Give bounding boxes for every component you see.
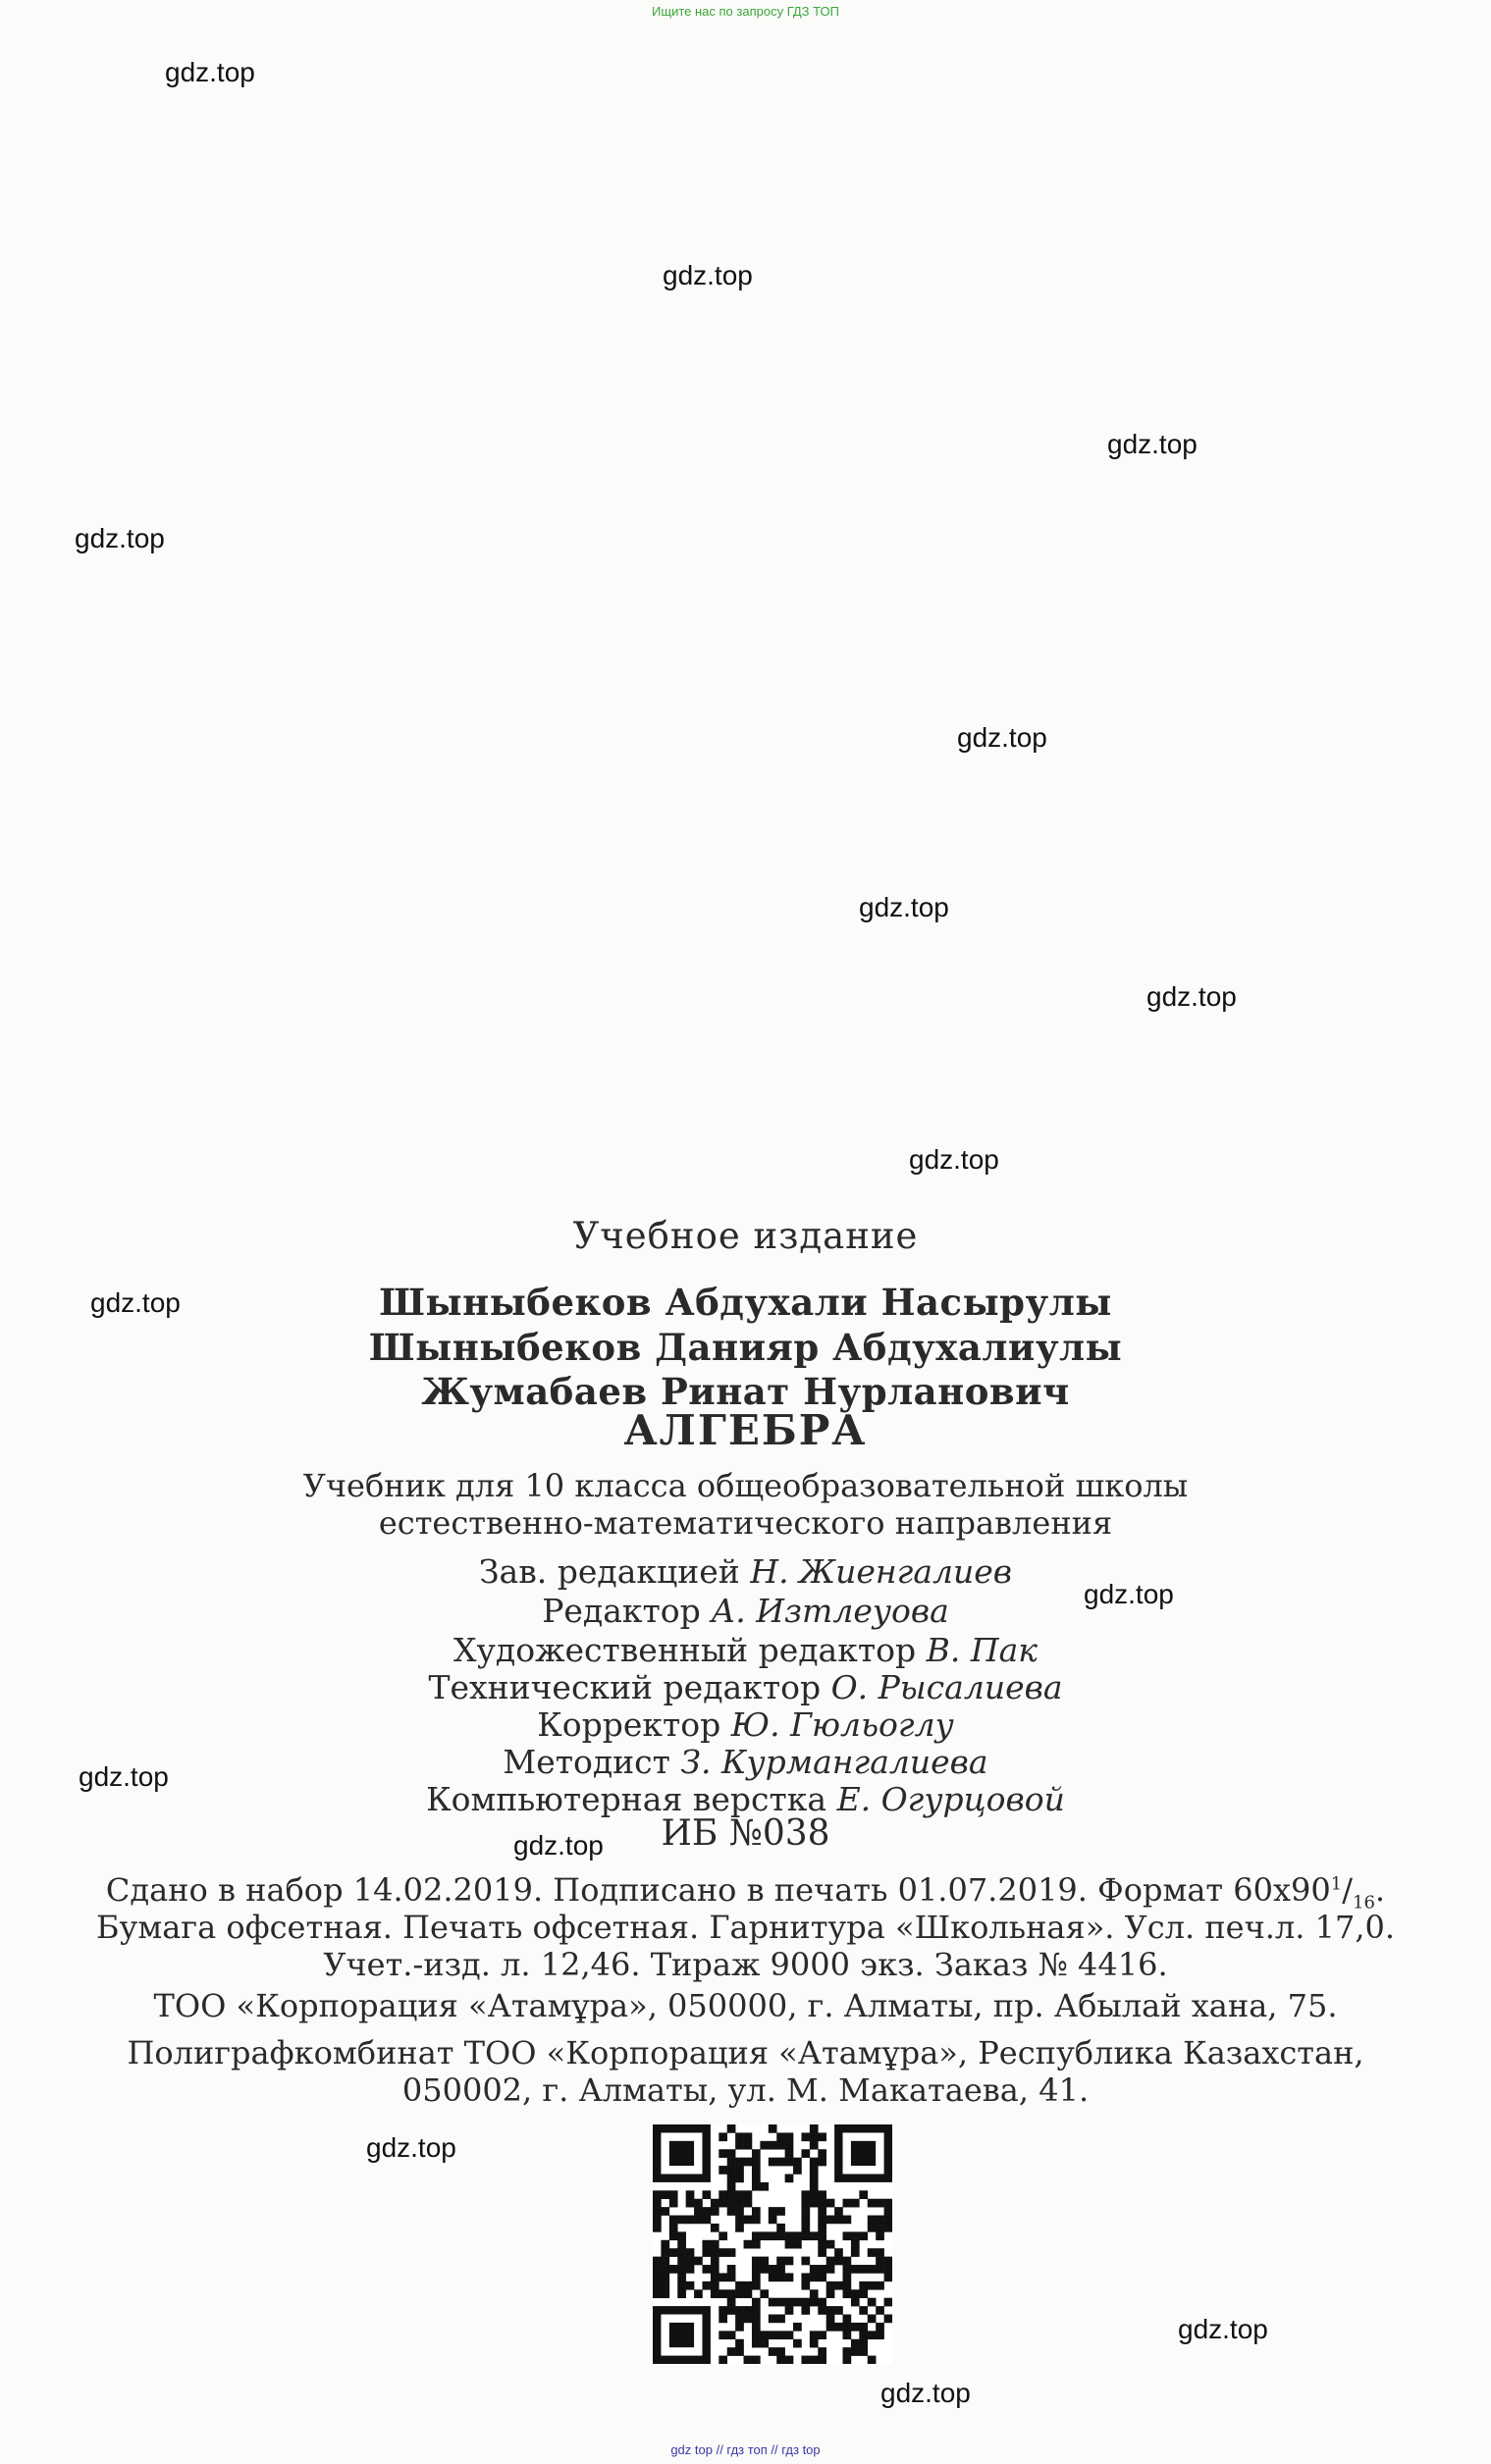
- staff-layout: Компьютерная верстка Е. Огурцовой: [426, 1780, 1065, 1818]
- watermark: gdz.top: [75, 523, 165, 553]
- author-3: Жумабаев Ринат Нурланович: [421, 1370, 1070, 1413]
- watermark: gdz.top: [165, 57, 255, 87]
- header-note[interactable]: Ищите нас по запросу ГДЗ ТОП: [652, 4, 839, 19]
- subtitle-line-1: Учебник для 10 класса общеобразовательной школы: [302, 1467, 1189, 1504]
- qr-code-image: [653, 2124, 892, 2364]
- watermark: gdz.top: [1178, 2314, 1268, 2344]
- print-info-line-2: Бумага офсетная. Печать офсетная. Гарнитура «Школьная». Усл. печ.л. 17,0.: [95, 1909, 1396, 1946]
- watermark: gdz.top: [1146, 981, 1237, 1012]
- print-info-line-1: Сдано в набор 14.02.2019. Подписано в печать 01.07.2019. Формат $60x90^1/_{16}$.: [105, 1871, 1386, 1914]
- publisher-info: ТОО «Корпорация «Атамұра», 050000, г. Алматы, пр. Абылай хана, 75.: [153, 1987, 1338, 2024]
- watermark: gdz.top: [957, 722, 1047, 753]
- watermark: gdz.top: [909, 1144, 999, 1175]
- print-info-line-3: Учет.-изд. л. 12,46. Тираж 9000 экз. Заказ № 4416.: [323, 1946, 1168, 1983]
- staff-art-editor: Художественный редактор В. Пак: [453, 1631, 1038, 1669]
- watermark: gdz.top: [880, 2378, 971, 2408]
- edition-label: Учебное издание: [572, 1215, 919, 1257]
- staff-editor: Редактор А. Изтлеуова: [542, 1592, 949, 1630]
- printer-info-line-2: 050002, г. Алматы, ул. М. Макатаева, 41.: [401, 2071, 1090, 2109]
- watermark: gdz.top: [79, 1761, 169, 1792]
- author-2: Шыныбеков Данияр Абдухалиулы: [368, 1326, 1123, 1369]
- ib-number: ИБ №038: [661, 1813, 830, 1854]
- watermark: gdz.top: [859, 892, 949, 922]
- watermark: gdz.top: [663, 260, 753, 290]
- book-title: АЛГЕБРА: [623, 1406, 868, 1454]
- qr-code[interactable]: [653, 2124, 892, 2364]
- printer-info-line-1: Полиграфкомбинат ТОО «Корпорация «Атамұра», Республика Казахстан,: [127, 2034, 1364, 2071]
- staff-methodist: Методист З. Курмангалиева: [503, 1743, 988, 1781]
- author-1: Шыныбеков Абдухали Насырулы: [379, 1281, 1112, 1324]
- watermark: gdz.top: [1107, 429, 1198, 459]
- watermark: gdz.top: [90, 1287, 181, 1318]
- staff-tech-editor: Технический редактор О. Рысалиева: [428, 1668, 1063, 1706]
- staff-editor-in-chief: Зав. редакцией Н. Жиенгалиев: [478, 1552, 1013, 1591]
- staff-proofreader: Корректор Ю. Гюльоглу: [537, 1705, 954, 1744]
- watermark: gdz.top: [366, 2132, 456, 2163]
- watermark: gdz.top: [1084, 1579, 1174, 1609]
- watermark: gdz.top: [513, 1830, 604, 1861]
- subtitle-line-2: естественно-математического направления: [378, 1504, 1113, 1542]
- footer-note[interactable]: gdz top // гдз топ // гдз top: [670, 2442, 821, 2457]
